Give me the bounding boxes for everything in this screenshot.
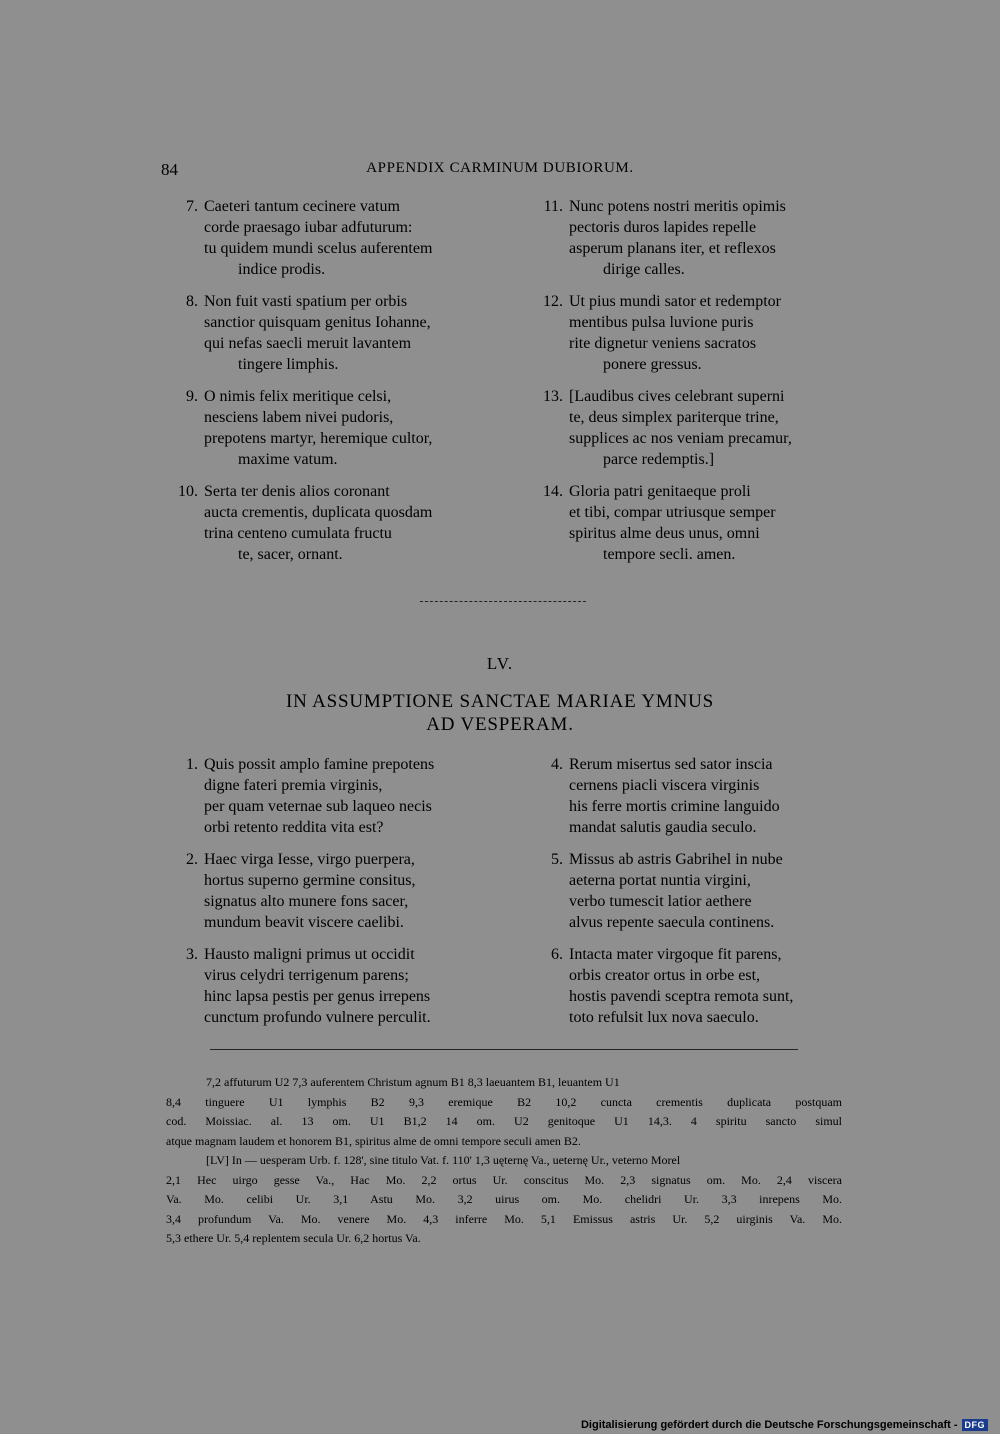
stanza-lines: [569, 849, 783, 933]
verse-line: et tibi, compar utriusque semper: [569, 504, 776, 521]
stanza-number: 9.: [186, 388, 198, 405]
stanza: [160, 849, 495, 933]
stanza-number: 6.: [551, 946, 563, 963]
apparatus-line: 8,4 tinguere U1 lymphis B2 9,3 eremique B2 10,2 cuncta crementis duplicata postquam: [166, 1094, 842, 1109]
verse-line: indice prodis.: [238, 261, 326, 278]
verse-line: Missus ab astris Gabrihel in nube: [569, 851, 783, 868]
verse-line: Ut pius mundi sator et redemptor: [569, 293, 781, 310]
verse-line: Quis possit amplo famine prepotens: [204, 756, 435, 773]
stanza-lines: [569, 386, 792, 470]
stanza-number: 14.: [543, 483, 563, 500]
verse-line: cunctum profundo vulnere perculit.: [204, 1009, 431, 1026]
verse-line: tingere limphis.: [238, 356, 339, 373]
stanza: [160, 386, 495, 470]
poem-number: LV.: [486, 654, 514, 673]
verse-line: mentibus pulsa luvione puris: [569, 314, 754, 331]
poem-title-line-2: AD VESPERAM.: [426, 714, 574, 735]
poem-title: [0, 690, 1000, 736]
verse-line: mandat salutis gaudia seculo.: [569, 819, 757, 836]
footnote-divider: [210, 1049, 798, 1050]
apparatus-line: 5,3 ethere Ur. 5,4 replentem secula Ur. 6,2 hortus Va.: [166, 1231, 421, 1245]
poem-title-line-1: IN ASSUMPTIONE SANCTAE MARIAE YMNUS: [286, 691, 714, 712]
verse-line: asperum planans iter, et reflexos: [569, 240, 776, 257]
verse-line: Caeteri tantum cecinere vatum: [204, 198, 400, 215]
verse-line: virus celydri terrigenum parens;: [204, 967, 409, 984]
stanza: [525, 386, 860, 470]
verse-line: orbis creator ortus in orbe est,: [569, 967, 761, 984]
stanza-lines: [204, 291, 431, 375]
verse-line: Hausto maligni primus ut occidit: [204, 946, 415, 963]
apparatus-line: Va. Mo. celibi Ur. 3,1 Astu Mo. 3,2 uirus om. Mo. chelidri Ur. 3,3 inrepens Mo.: [166, 1192, 842, 1206]
verse-line: hortus superno germine consitus,: [204, 872, 416, 889]
stanza-number: 1.: [186, 756, 198, 773]
running-head: APPENDIX CARMINUM DUBIORUM.: [366, 160, 634, 176]
verse-line: mundum beavit viscere caelibi.: [204, 914, 404, 931]
verse-line: spiritus alme deus unus, omni: [569, 525, 760, 542]
verse-line: Rerum misertus sed sator inscia: [569, 756, 773, 773]
verse-line: Intacta mater virgoque fit parens,: [569, 946, 782, 963]
apparatus-line: cod. Moissiac. al. 13 om. U1 B1,2 14 om. U2 genitoque U1 14,3. 4 spiritu sancto simul: [166, 1114, 842, 1128]
stanza-grid-top: [160, 196, 860, 565]
verse-line: sanctior quisquam genitus Iohanne,: [204, 314, 431, 331]
stanza: [160, 944, 495, 1028]
stanza-number: 3.: [186, 946, 198, 963]
stanza: [525, 754, 860, 838]
verse-line: toto refulsit lux nova saeculo.: [569, 1009, 759, 1026]
section-divider: [420, 601, 586, 602]
stanza: [525, 291, 860, 375]
stanza-lines: [204, 386, 432, 470]
stanza: [525, 849, 860, 933]
verse-line: maxime vatum.: [238, 451, 338, 468]
stanza-number: 2.: [186, 851, 198, 868]
verse-line: supplices ac nos veniam precamur,: [569, 430, 792, 447]
critical-apparatus: [166, 1073, 842, 1249]
credit-text: Digitalisierung gefördert durch die Deutsche Forschungsgemeinschaft -: [580, 1419, 958, 1431]
stanza-number: 10.: [178, 483, 198, 500]
verse-line: dirige calles.: [603, 261, 685, 278]
verse-line: per quam veternae sub laqueo necis: [204, 798, 432, 815]
stanza-number: 8.: [186, 293, 198, 310]
verse-line: cernens piacli viscera virginis: [569, 777, 760, 794]
apparatus-line: [LV] In — uesperam Urb. f. 128', sine titulo Vat. f. 110' 1,3 uęternę Va., ueternę Ur., veterno Morel: [206, 1153, 681, 1167]
verse-line: parce redemptis.]: [603, 451, 715, 468]
verse-line: te, deus simplex pariterque trine,: [569, 409, 779, 426]
verse-line: qui nefas saecli meruit lavantem: [204, 335, 412, 352]
stanza-lines: [204, 944, 431, 1028]
apparatus-line: 7,2 affuturum U2 7,3 auferentem Christum agnum B1 8,3 laeuantem B1, leuantem U1: [206, 1075, 620, 1089]
stanza-lines: [204, 481, 432, 565]
stanza-number: 13.: [543, 388, 563, 405]
stanza: [525, 944, 860, 1028]
apparatus-line: 3,4 profundum Va. Mo. venere Mo. 4,3 inferre Mo. 5,1 Emissus astris Ur. 5,2 uirginis Va. Mo.: [166, 1211, 842, 1226]
stanza-number: 11.: [543, 198, 563, 215]
verse-line: hinc lapsa pestis per genus irrepens: [204, 988, 431, 1005]
verse-line: prepotens martyr, heremique cultor,: [204, 430, 433, 447]
stanza-lines: [204, 196, 432, 280]
stanza-lines: [204, 754, 434, 838]
verse-line: O nimis felix meritique celsi,: [204, 388, 392, 405]
verse-line: ponere gressus.: [603, 356, 702, 373]
verse-line: alvus repente saecula continens.: [569, 914, 775, 931]
verse-line: aucta crementis, duplicata quosdam: [204, 504, 433, 521]
stanza-lines: [569, 944, 793, 1028]
stanza-number: 5.: [551, 851, 563, 868]
verse-line: orbi retento reddita vita est?: [204, 819, 384, 836]
verse-line: verbo tumescit latior aethere: [569, 893, 752, 910]
verse-line: rite dignetur veniens sacratos: [569, 335, 757, 352]
verse-line: Gloria patri genitaeque proli: [569, 483, 751, 500]
stanza: [160, 481, 495, 565]
verse-line: Serta ter denis alios coronant: [204, 483, 390, 500]
apparatus-line: 2,1 Hec uirgo gesse Va., Hac Mo. 2,2 ortus Ur. conscitus Mo. 2,3 signatus om. Mo. 2,4 viscera: [166, 1172, 842, 1187]
verse-line: pectoris duros lapides repelle: [569, 219, 757, 236]
verse-line: corde praesago iubar adfuturum:: [204, 219, 413, 236]
stanza-lines: [569, 754, 780, 838]
verse-line: Non fuit vasti spatium per orbis: [204, 293, 408, 310]
verse-line: nesciens labem nivei pudoris,: [204, 409, 394, 426]
stanza-lines: [569, 196, 786, 280]
stanza-lines: [569, 291, 781, 375]
apparatus-line: atque magnam laudem et honorem B1, spiritus alme de omni tempore seculi amen B2.: [166, 1133, 581, 1148]
verse-line: hostis pavendi sceptra remota sunt,: [569, 988, 794, 1005]
verse-line: digne fateri premia virginis,: [204, 777, 383, 794]
verse-line: his ferre mortis crimine languido: [569, 798, 780, 815]
verse-line: Haec virga Iesse, virgo puerpera,: [204, 851, 415, 868]
verse-line: signatus alto munere fons sacer,: [204, 893, 409, 910]
verse-line: aeterna portat nuntia virgini,: [569, 872, 751, 889]
verse-line: tu quidem mundi scelus auferentem: [204, 240, 433, 257]
verse-line: tempore secli. amen.: [603, 546, 736, 563]
stanza: [160, 754, 495, 838]
verse-line: te, sacer, ornant.: [238, 546, 343, 563]
stanza: [525, 481, 860, 565]
stanza-lines: [569, 481, 776, 565]
digitization-credit: [581, 1419, 988, 1431]
stanza-grid-lv: [160, 754, 860, 1028]
verse-line: Nunc potens nostri meritis opimis: [569, 198, 786, 215]
dfg-logo: DFG: [962, 1419, 989, 1431]
stanza: [160, 291, 495, 375]
stanza-number: 12.: [543, 293, 563, 310]
stanza-lines: [204, 849, 416, 933]
stanza-number: 7.: [186, 198, 198, 215]
stanza: [160, 196, 495, 280]
stanza-number: 4.: [551, 756, 563, 773]
page-number: 84: [161, 160, 178, 179]
stanza: [525, 196, 860, 280]
verse-line: trina centeno cumulata fructu: [204, 525, 392, 542]
verse-line: [Laudibus cives celebrant superni: [569, 388, 785, 405]
